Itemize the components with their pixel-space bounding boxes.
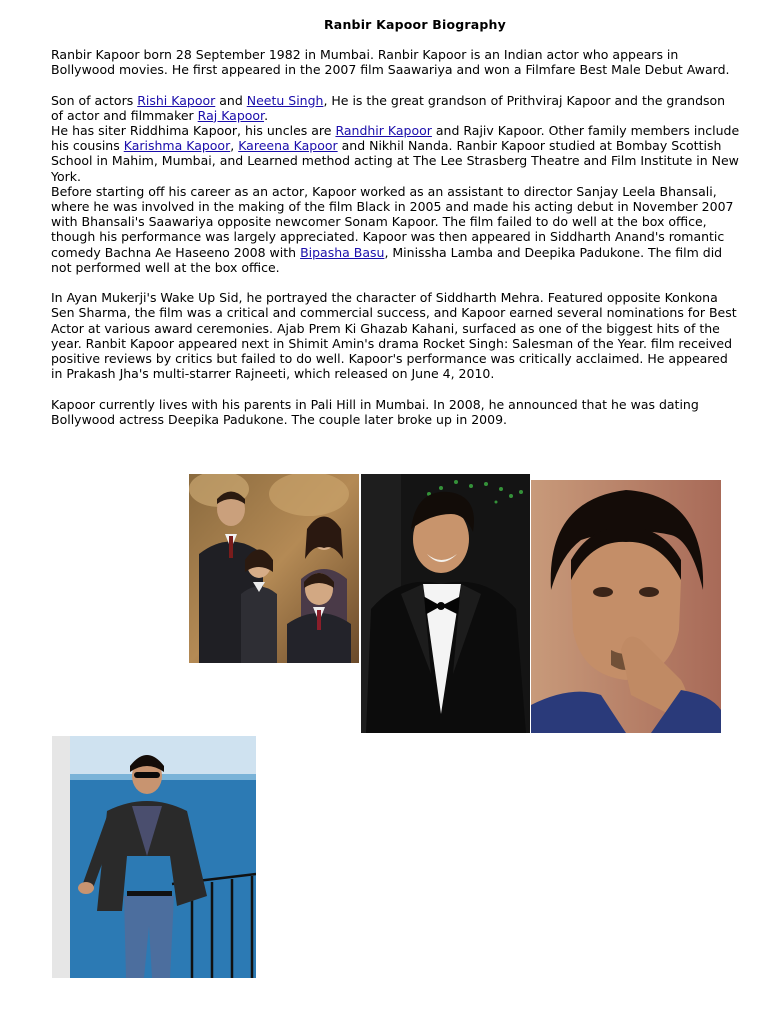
- paragraph-family: [51, 93, 741, 123]
- text-segment: and Nikhil Nanda. Ranbir Kapoor studied at Bombay Scottish School in Mahim, Mumbai, and Learned method acting at The Lee Strasberg Theatre and Film Institute in New York.: [51, 138, 739, 184]
- biography-body: [51, 47, 741, 427]
- paragraph-career-start: [51, 184, 741, 275]
- text-segment: .: [264, 107, 269, 123]
- link-rishi-kapoor[interactable]: Rishi Kapoor: [137, 92, 216, 108]
- link-raj-kapoor[interactable]: Raj Kapoor: [197, 107, 265, 123]
- text-segment: and Rajiv Kapoor. Other family members include his cousins: [51, 123, 740, 154]
- paragraph-intro: Ranbir Kapoor born 28 September 1982 in Mumbai. Ranbir Kapoor is an Indian actor who appears in Bollywood movies. He first appeared in the 2007 film Saawariya and won a Filmfare Best Male Debut Award.: [51, 47, 730, 78]
- family-photo: [189, 474, 359, 663]
- text-segment: Before starting off his career as an actor, Kapoor worked as an assistant to director Sanjay Leela Bhansali, where he was involved in the making of the film Black in 2005 and made his acting debut in November 2007 with Bhansali's Saawariya opposite newcomer Sonam Kapoor. The film failed to do well at the box office, though his performance was largely appreciated. Kapoor was then appeared in Siddharth Anand's romantic comedy Bachna Ae Haseeno 2008 with: [51, 183, 734, 260]
- text-segment: , He is the great grandson of Prithviraj Kapoor and the grandson of actor and filmmaker: [51, 92, 726, 123]
- text-segment: He has siter Riddhima Kapoor, his uncles are: [51, 123, 336, 138]
- paragraph-career-later: In Ayan Mukerji's Wake Up Sid, he portrayed the character of Siddharth Mehra. Featured opposite Konkona Sen Sharma, the film was a critical and commercial success, and Kapoor earned several nominations for Best Actor at various award ceremonies. Ajab Prem Ki Ghazab Kahani, surfaced as one of the biggest hits of the year. Ranbit Kapoor appeared next in Shimit Amin's drama Rocket Singh: Salesman of the Year. film received positive reviews by critics but failed to do well. Kapoor's performance was critically acclaimed. He appeared in Prakash Jha's multi-starrer Rajneeti, which released on June 4, 2010.: [51, 290, 737, 382]
- link-kareena-kapoor[interactable]: Kareena Kapoor: [238, 138, 338, 154]
- link-karishma-kapoor[interactable]: Karishma Kapoor: [123, 138, 231, 154]
- closeup-photo: [531, 480, 721, 733]
- paragraph-personal: Kapoor currently lives with his parents in Pali Hill in Mumbai. In 2008, he announced that he was dating Bollywood actress Deepika Padukone. The couple later broke up in 2009.: [51, 396, 699, 427]
- text-segment: and: [215, 92, 247, 108]
- link-randhir-kapoor[interactable]: Randhir Kapoor: [335, 123, 432, 138]
- link-neetu-singh[interactable]: Neetu Singh: [246, 92, 324, 108]
- seaside-photo: [52, 736, 256, 978]
- text-segment: , Minissha Lamba and Deepika Padukone. The film did not performed well at the box office.: [51, 244, 723, 275]
- link-bipasha-basu[interactable]: Bipasha Basu: [300, 244, 385, 260]
- page-title: Ranbir Kapoor Biography: [323, 17, 506, 32]
- tuxedo-photo: [361, 474, 530, 733]
- text-segment: ,: [230, 138, 239, 154]
- text-segment: Son of actors: [51, 92, 138, 108]
- paragraph-relatives: [51, 123, 741, 184]
